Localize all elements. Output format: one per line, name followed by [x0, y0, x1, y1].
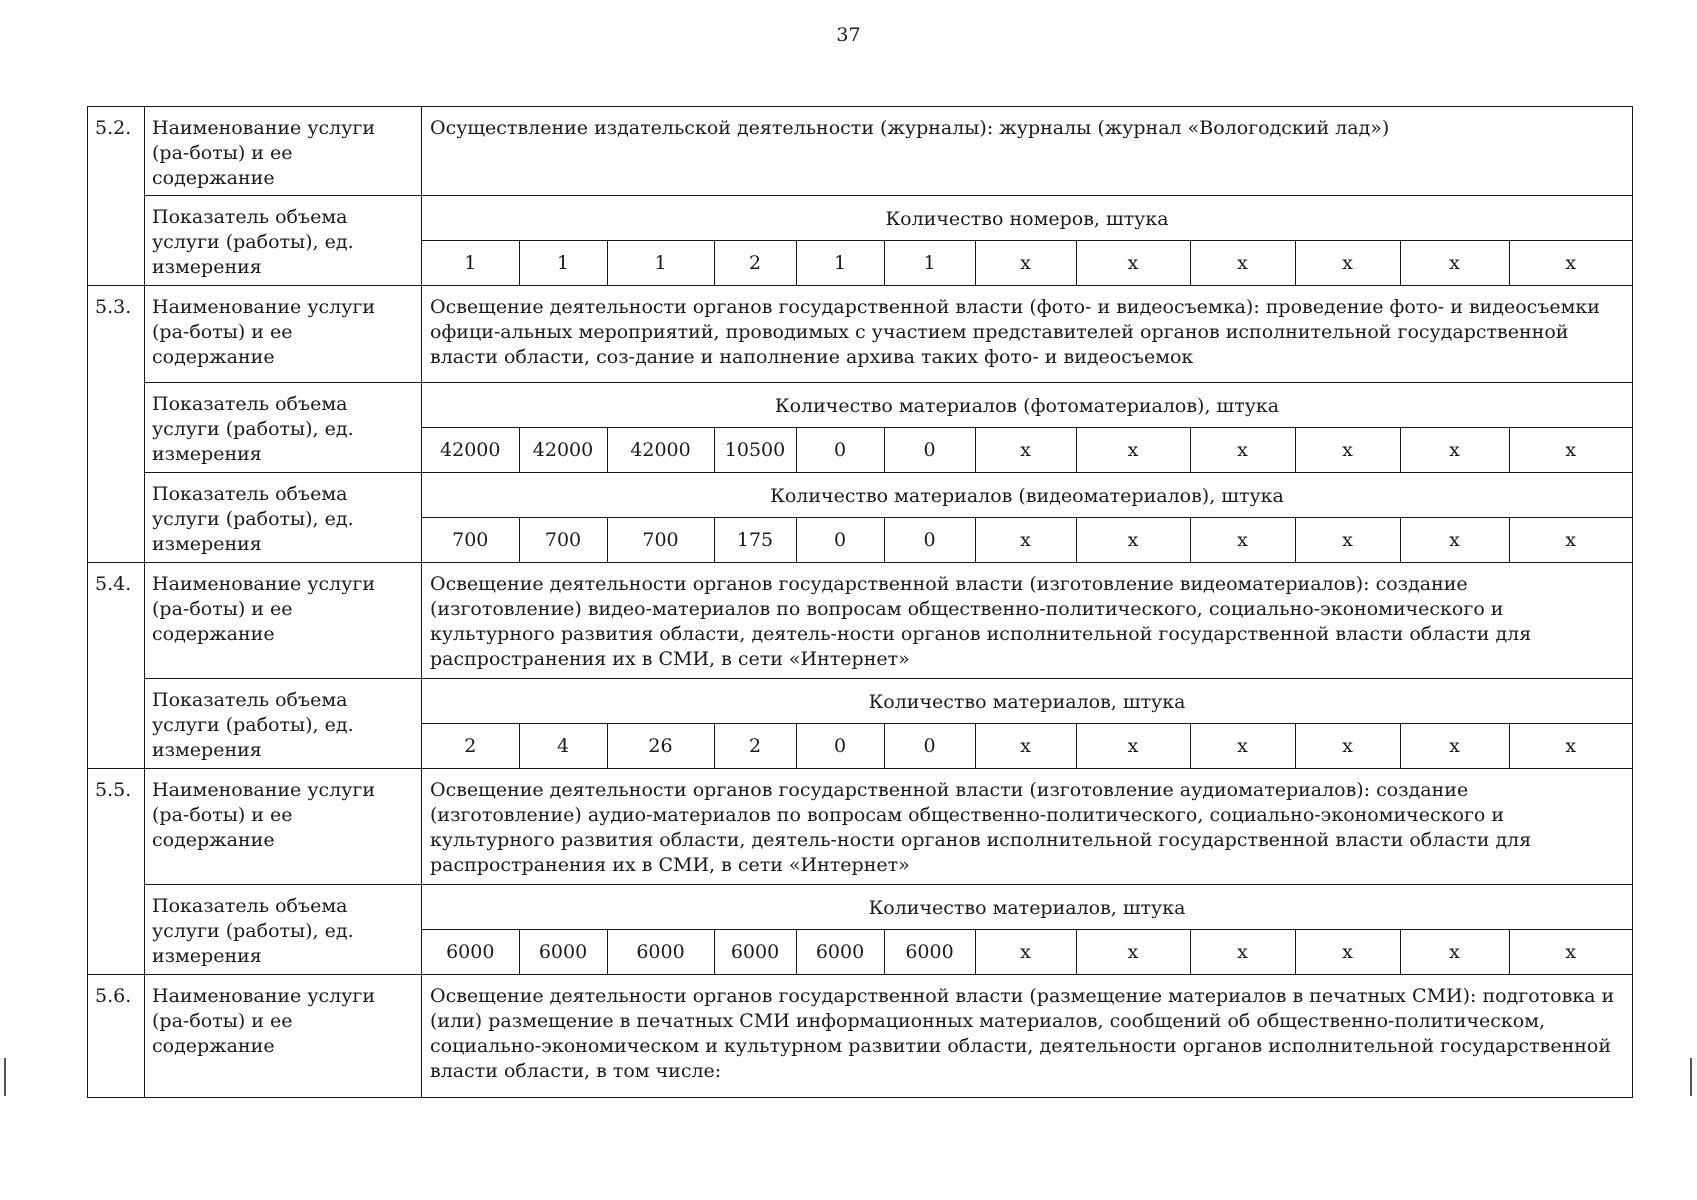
values-row — [422, 428, 1632, 473]
services-table — [87, 106, 1633, 1098]
value-cell: x — [975, 518, 1076, 563]
page-number: 37 — [836, 24, 861, 46]
row-number: 5.2. — [88, 107, 145, 286]
indicator-unit: Количество материалов, штука — [868, 691, 1186, 713]
indicator-block — [422, 383, 1633, 473]
value-cell: x — [1509, 518, 1632, 563]
value-cell: x — [1400, 930, 1509, 975]
indicator-unit: Количество материалов (видеоматериалов), штука — [770, 485, 1284, 507]
value-cell: x — [1509, 930, 1632, 975]
value-cell: x — [1295, 724, 1400, 769]
row-number: 5.5. — [88, 769, 145, 975]
service-content: Осуществление издательской деятельности (журналы): журналы (журнал «Вологодский лад») — [422, 107, 1633, 196]
value-cell: x — [1190, 724, 1295, 769]
value-cell: 26 — [607, 724, 714, 769]
value-cell: 6000 — [884, 930, 975, 975]
value-cell: x — [1400, 428, 1509, 473]
service-content: Освещение деятельности органов государственной власти (размещение материалов в печатных СМИ): подготовка и (или) размещение в печатных СМИ информационных материалов, сообщений об общественно-политическом, социально-экономическом и культурном развитии области, деятельности органов исполнительной государственной власти области, в том числе: — [422, 975, 1633, 1098]
value-cell: x — [1190, 518, 1295, 563]
value-cell: x — [1076, 724, 1190, 769]
value-cell: 700 — [519, 518, 607, 563]
value-cell: 175 — [714, 518, 796, 563]
indicator-row — [88, 679, 1633, 769]
value-cell: 6000 — [796, 930, 884, 975]
indicator-label: Показатель объема услуги (работы), ед. измерения — [145, 473, 422, 563]
service-name-label: Наименование услуги (ра-боты) и ее содержание — [145, 107, 422, 196]
indicator-block — [422, 885, 1633, 975]
service-name-label: Наименование услуги (ра-боты) и ее содержание — [145, 286, 422, 383]
indicator-values — [422, 723, 1632, 768]
value-cell: x — [1295, 428, 1400, 473]
value-cell: x — [1295, 518, 1400, 563]
value-cell: 1 — [519, 241, 607, 286]
service-content: Освещение деятельности органов государственной власти (изготовление аудиоматериалов): создание (изготовление) аудио-материалов по вопросам общественно-политического, социально-экономического и культурного развития области, деятель-ности органов исполнительной государственной власти области для распространения их в СМИ, в сети «Интернет» — [422, 769, 1633, 885]
value-cell: x — [1190, 428, 1295, 473]
indicator-unit: Количество материалов, штука — [868, 897, 1186, 919]
service-name-label: Наименование услуги (ра-боты) и ее содержание — [145, 975, 422, 1098]
values-row — [422, 518, 1632, 563]
value-cell: 6000 — [714, 930, 796, 975]
value-cell: 0 — [884, 724, 975, 769]
value-cell: 1 — [607, 241, 714, 286]
value-cell: x — [975, 241, 1076, 286]
indicator-unit: Количество номеров, штука — [885, 208, 1169, 230]
value-cell: 6000 — [519, 930, 607, 975]
service-row-5-2 — [88, 107, 1633, 196]
value-cell: x — [1400, 241, 1509, 286]
value-cell: 4 — [519, 724, 607, 769]
scan-edge-mark-right — [1690, 1058, 1692, 1096]
indicator-row — [88, 383, 1633, 473]
value-cell: x — [1190, 930, 1295, 975]
row-number: 5.3. — [88, 286, 145, 563]
indicator-values — [422, 929, 1632, 974]
indicator-block — [422, 473, 1633, 563]
indicator-label: Показатель объема услуги (работы), ед. измерения — [145, 383, 422, 473]
scan-edge-mark-left — [4, 1058, 6, 1096]
service-row-5-6 — [88, 975, 1633, 1098]
value-cell: x — [1190, 241, 1295, 286]
indicator-values — [422, 517, 1632, 562]
value-cell: x — [975, 724, 1076, 769]
indicator-row — [88, 885, 1633, 975]
value-cell: x — [1295, 930, 1400, 975]
service-content: Освещение деятельности органов государственной власти (изготовление видеоматериалов): создание (изготовление) видео-материалов по вопросам общественно-политического, социально-экономического и культурного развития области, деятель-ности органов исполнительной государственной власти области для распространения их в СМИ, в сети «Интернет» — [422, 563, 1633, 679]
value-cell: 6000 — [607, 930, 714, 975]
indicator-unit: Количество материалов (фотоматериалов), штука — [774, 395, 1280, 417]
service-row-5-5 — [88, 769, 1633, 885]
value-cell: 0 — [796, 518, 884, 563]
value-cell: 0 — [796, 428, 884, 473]
value-cell: 42000 — [607, 428, 714, 473]
value-cell: 2 — [714, 724, 796, 769]
indicator-values — [422, 427, 1632, 472]
indicator-label: Показатель объема услуги (работы), ед. измерения — [145, 196, 422, 286]
value-cell: 1 — [796, 241, 884, 286]
value-cell: 10500 — [714, 428, 796, 473]
value-cell: 2 — [464, 734, 477, 757]
value-cell: 42000 — [519, 428, 607, 473]
service-row-5-3 — [88, 286, 1633, 383]
value-cell: x — [1076, 241, 1190, 286]
values-row — [422, 930, 1632, 975]
indicator-row — [88, 473, 1633, 563]
indicator-block — [422, 679, 1633, 769]
indicator-label: Показатель объема услуги (работы), ед. измерения — [145, 679, 422, 769]
value-cell: 0 — [884, 518, 975, 563]
values-row — [422, 241, 1632, 286]
row-number: 5.4. — [88, 563, 145, 769]
value-cell: x — [975, 428, 1076, 473]
value-cell: x — [1295, 241, 1400, 286]
value-cell: 6000 — [446, 940, 495, 963]
values-row — [422, 724, 1632, 769]
value-cell: 1 — [884, 241, 975, 286]
indicator-values — [422, 240, 1632, 285]
value-cell: x — [1509, 724, 1632, 769]
row-number: 5.6. — [88, 975, 145, 1098]
value-cell: 0 — [796, 724, 884, 769]
service-name-label: Наименование услуги (ра-боты) и ее содержание — [145, 563, 422, 679]
value-cell: x — [1076, 428, 1190, 473]
value-cell: 700 — [452, 528, 489, 551]
value-cell: 700 — [607, 518, 714, 563]
value-cell: x — [1076, 518, 1190, 563]
service-name-label: Наименование услуги (ра-боты) и ее содержание — [145, 769, 422, 885]
value-cell: x — [975, 930, 1076, 975]
value-cell: 1 — [464, 251, 477, 274]
value-cell: 42000 — [440, 438, 501, 461]
value-cell: x — [1509, 241, 1632, 286]
value-cell: 0 — [884, 428, 975, 473]
service-row-5-4 — [88, 563, 1633, 679]
value-cell: x — [1509, 428, 1632, 473]
value-cell: x — [1076, 930, 1190, 975]
value-cell: x — [1400, 518, 1509, 563]
indicator-row — [88, 196, 1633, 286]
indicator-block — [422, 196, 1633, 286]
value-cell: x — [1400, 724, 1509, 769]
indicator-label: Показатель объема услуги (работы), ед. измерения — [145, 885, 422, 975]
value-cell: 2 — [714, 241, 796, 286]
service-content: Освещение деятельности органов государственной власти (фото- и видеосъемка): проведение фото- и видеосъемки офици-альных мероприятий, проводимых с участием представителей органов исполнительной государственной власти области, соз-дание и наполнение архива таких фото- и видеосъемок — [422, 286, 1633, 383]
